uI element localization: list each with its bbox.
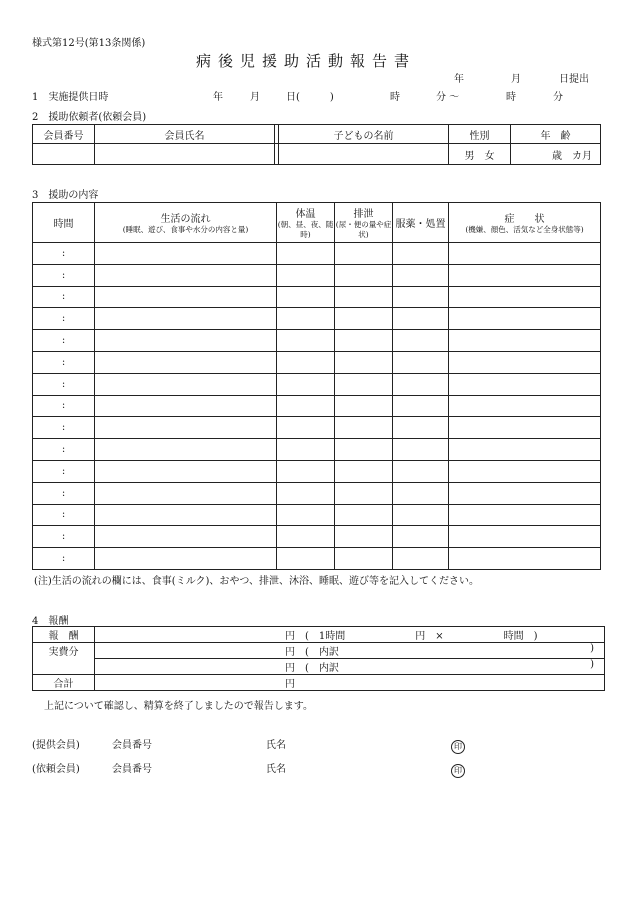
- gender-field[interactable]: 男 女: [449, 144, 511, 165]
- medicine-cell[interactable]: [393, 504, 449, 526]
- medicine-cell[interactable]: [393, 330, 449, 352]
- requester-member-no-label: 会員番号: [112, 764, 152, 775]
- expense-field-2[interactable]: 円 ( 内訳 ): [95, 659, 605, 675]
- flow-header: 生活の流れ (睡眠、遊び、食事や水分の内容と量): [95, 203, 277, 243]
- medicine-cell[interactable]: [393, 482, 449, 504]
- submit-month-label: 月: [511, 74, 521, 85]
- excretion-cell[interactable]: [335, 395, 393, 417]
- flow-note: (注)生活の流れの欄には、食事(ミルク)、おやつ、排泄、沐浴、睡眠、遊び等を記入してください。: [34, 576, 480, 587]
- provider-name-label: 氏名: [266, 740, 286, 751]
- medicine-cell[interactable]: [393, 243, 449, 265]
- total-field[interactable]: 円: [95, 675, 605, 691]
- time-cell[interactable]: :: [33, 286, 95, 308]
- excretion-cell[interactable]: [335, 286, 393, 308]
- date-year-label: 年: [213, 92, 223, 103]
- flow-cell[interactable]: [95, 439, 277, 461]
- temperature-cell[interactable]: [277, 526, 335, 548]
- medicine-cell[interactable]: [393, 417, 449, 439]
- section2-label: 2 援助依頼者(依頼会員): [32, 112, 147, 123]
- time-header: 時間: [33, 203, 95, 243]
- submit-year-label: 年: [454, 74, 464, 85]
- medicine-cell[interactable]: [393, 526, 449, 548]
- temperature-cell[interactable]: [277, 264, 335, 286]
- excretion-cell[interactable]: [335, 417, 393, 439]
- provider-label: (提供会員): [32, 740, 80, 751]
- date-day-label: 日( ): [286, 92, 334, 103]
- submit-day-label: 日提出: [559, 74, 589, 85]
- time-cell[interactable]: :: [33, 504, 95, 526]
- temperature-cell[interactable]: [277, 395, 335, 417]
- time-cell[interactable]: :: [33, 439, 95, 461]
- symptom-cell[interactable]: [449, 504, 601, 526]
- excretion-cell[interactable]: [335, 526, 393, 548]
- excretion-cell[interactable]: [335, 330, 393, 352]
- flow-cell[interactable]: [95, 264, 277, 286]
- symptom-cell[interactable]: [449, 460, 601, 482]
- temperature-cell[interactable]: [277, 330, 335, 352]
- care-row: [33, 286, 601, 308]
- time-cell[interactable]: :: [33, 373, 95, 395]
- provider-seal-icon: 印: [451, 740, 465, 754]
- flow-cell[interactable]: [95, 548, 277, 570]
- temperature-cell[interactable]: [277, 286, 335, 308]
- time-cell[interactable]: :: [33, 548, 95, 570]
- medicine-cell[interactable]: [393, 308, 449, 330]
- member-name-header: 会員氏名: [95, 125, 275, 144]
- time-cell[interactable]: :: [33, 460, 95, 482]
- symptom-cell[interactable]: [449, 526, 601, 548]
- expense-field-1[interactable]: 円 ( 内訳 ): [95, 643, 605, 659]
- excretion-cell[interactable]: [335, 460, 393, 482]
- end-hour-label: 時: [506, 92, 516, 103]
- medicine-cell[interactable]: [393, 373, 449, 395]
- temperature-cell[interactable]: [277, 460, 335, 482]
- care-row: [33, 460, 601, 482]
- flow-cell[interactable]: [95, 460, 277, 482]
- time-cell[interactable]: :: [33, 243, 95, 265]
- temperature-cell[interactable]: [277, 548, 335, 570]
- flow-cell[interactable]: [95, 395, 277, 417]
- medicine-cell[interactable]: [393, 395, 449, 417]
- care-row: [33, 417, 601, 439]
- section4-label: 4 報酬: [32, 616, 69, 627]
- start-minute-label: 分 ～: [436, 92, 460, 103]
- medicine-cell[interactable]: [393, 264, 449, 286]
- total-label: 合計: [33, 675, 95, 691]
- medicine-cell[interactable]: [393, 439, 449, 461]
- section1-label: 1 実施提供日時: [32, 92, 109, 103]
- reward-label: 報 酬: [33, 627, 95, 643]
- care-row: [33, 395, 601, 417]
- care-row: [33, 526, 601, 548]
- flow-cell[interactable]: [95, 526, 277, 548]
- age-header: 年 齢: [511, 125, 601, 144]
- temperature-cell[interactable]: [277, 439, 335, 461]
- temperature-cell[interactable]: [277, 504, 335, 526]
- care-content-table: [32, 202, 601, 570]
- symptom-header: 症 状 (機嫌、顔色、活気など全身状態等): [449, 203, 601, 243]
- flow-cell[interactable]: [95, 504, 277, 526]
- age-field[interactable]: 歳 カ月: [511, 144, 601, 165]
- symptom-cell[interactable]: [449, 286, 601, 308]
- time-cell[interactable]: :: [33, 482, 95, 504]
- symptom-cell[interactable]: [449, 548, 601, 570]
- medicine-cell[interactable]: [393, 351, 449, 373]
- flow-cell[interactable]: [95, 330, 277, 352]
- child-name-field[interactable]: [279, 144, 449, 165]
- time-cell[interactable]: :: [33, 264, 95, 286]
- reward-table: [32, 626, 605, 691]
- temperature-cell[interactable]: [277, 373, 335, 395]
- section3-label: 3 援助の内容: [32, 190, 99, 201]
- gender-header: 性別: [449, 125, 511, 144]
- care-row: [33, 548, 601, 570]
- symptom-cell[interactable]: [449, 439, 601, 461]
- requester-seal-icon: 印: [451, 764, 465, 778]
- time-cell[interactable]: :: [33, 330, 95, 352]
- temperature-cell[interactable]: [277, 417, 335, 439]
- care-row: [33, 439, 601, 461]
- symptom-cell[interactable]: [449, 395, 601, 417]
- symptom-cell[interactable]: [449, 243, 601, 265]
- care-row: [33, 504, 601, 526]
- care-row: [33, 264, 601, 286]
- reward-field[interactable]: 円 ( 1時間 円 × 時間 ): [95, 627, 605, 643]
- excretion-cell[interactable]: [335, 243, 393, 265]
- flow-cell[interactable]: [95, 417, 277, 439]
- child-name-header: 子どもの名前: [279, 125, 449, 144]
- medicine-header: 服薬・処置: [393, 203, 449, 243]
- symptom-cell[interactable]: [449, 264, 601, 286]
- temperature-cell[interactable]: [277, 482, 335, 504]
- flow-cell[interactable]: [95, 308, 277, 330]
- time-cell[interactable]: :: [33, 526, 95, 548]
- time-cell[interactable]: :: [33, 395, 95, 417]
- flow-cell[interactable]: [95, 373, 277, 395]
- time-cell[interactable]: :: [33, 417, 95, 439]
- medicine-cell[interactable]: [393, 460, 449, 482]
- symptom-cell[interactable]: [449, 308, 601, 330]
- excretion-cell[interactable]: [335, 504, 393, 526]
- care-row: [33, 482, 601, 504]
- member-name-field[interactable]: [95, 144, 275, 165]
- flow-cell[interactable]: [95, 286, 277, 308]
- care-row: [33, 330, 601, 352]
- flow-cell[interactable]: [95, 351, 277, 373]
- member-no-header: 会員番号: [33, 125, 95, 144]
- page-title: 病後児援助活動報告書: [196, 52, 417, 70]
- care-row: [33, 308, 601, 330]
- care-row: [33, 373, 601, 395]
- symptom-cell[interactable]: [449, 373, 601, 395]
- symptom-cell[interactable]: [449, 351, 601, 373]
- start-hour-label: 時: [390, 92, 400, 103]
- excretion-cell[interactable]: [335, 548, 393, 570]
- requester-name-label: 氏名: [266, 764, 286, 775]
- care-row: [33, 243, 601, 265]
- excretion-cell[interactable]: [335, 373, 393, 395]
- flow-cell[interactable]: [95, 482, 277, 504]
- temperature-cell[interactable]: [277, 243, 335, 265]
- flow-cell[interactable]: [95, 243, 277, 265]
- temperature-header: 体温 (朝、昼、夜、随時): [277, 203, 335, 243]
- form-number: 様式第12号(第13条関係): [32, 38, 146, 49]
- provider-member-no-label: 会員番号: [112, 740, 152, 751]
- requester-table: [32, 124, 601, 165]
- time-cell[interactable]: :: [33, 351, 95, 373]
- date-month-label: 月: [250, 92, 260, 103]
- requester-label: (依頼会員): [32, 764, 80, 775]
- symptom-cell[interactable]: [449, 482, 601, 504]
- expense-label-continued: [33, 659, 95, 675]
- expense-label: 実費分: [33, 643, 95, 659]
- excretion-cell[interactable]: [335, 264, 393, 286]
- end-minute-label: 分: [553, 92, 563, 103]
- member-no-field[interactable]: [33, 144, 95, 165]
- excretion-header: 排泄 (尿・便の量や症状): [335, 203, 393, 243]
- medicine-cell[interactable]: [393, 548, 449, 570]
- excretion-cell[interactable]: [335, 482, 393, 504]
- temperature-cell[interactable]: [277, 351, 335, 373]
- temperature-cell[interactable]: [277, 308, 335, 330]
- confirmation-text: 上記について確認し、精算を終了しましたので報告します。: [44, 701, 313, 712]
- symptom-cell[interactable]: [449, 330, 601, 352]
- excretion-cell[interactable]: [335, 439, 393, 461]
- time-cell[interactable]: :: [33, 308, 95, 330]
- care-row: [33, 351, 601, 373]
- excretion-cell[interactable]: [335, 351, 393, 373]
- medicine-cell[interactable]: [393, 286, 449, 308]
- symptom-cell[interactable]: [449, 417, 601, 439]
- excretion-cell[interactable]: [335, 308, 393, 330]
